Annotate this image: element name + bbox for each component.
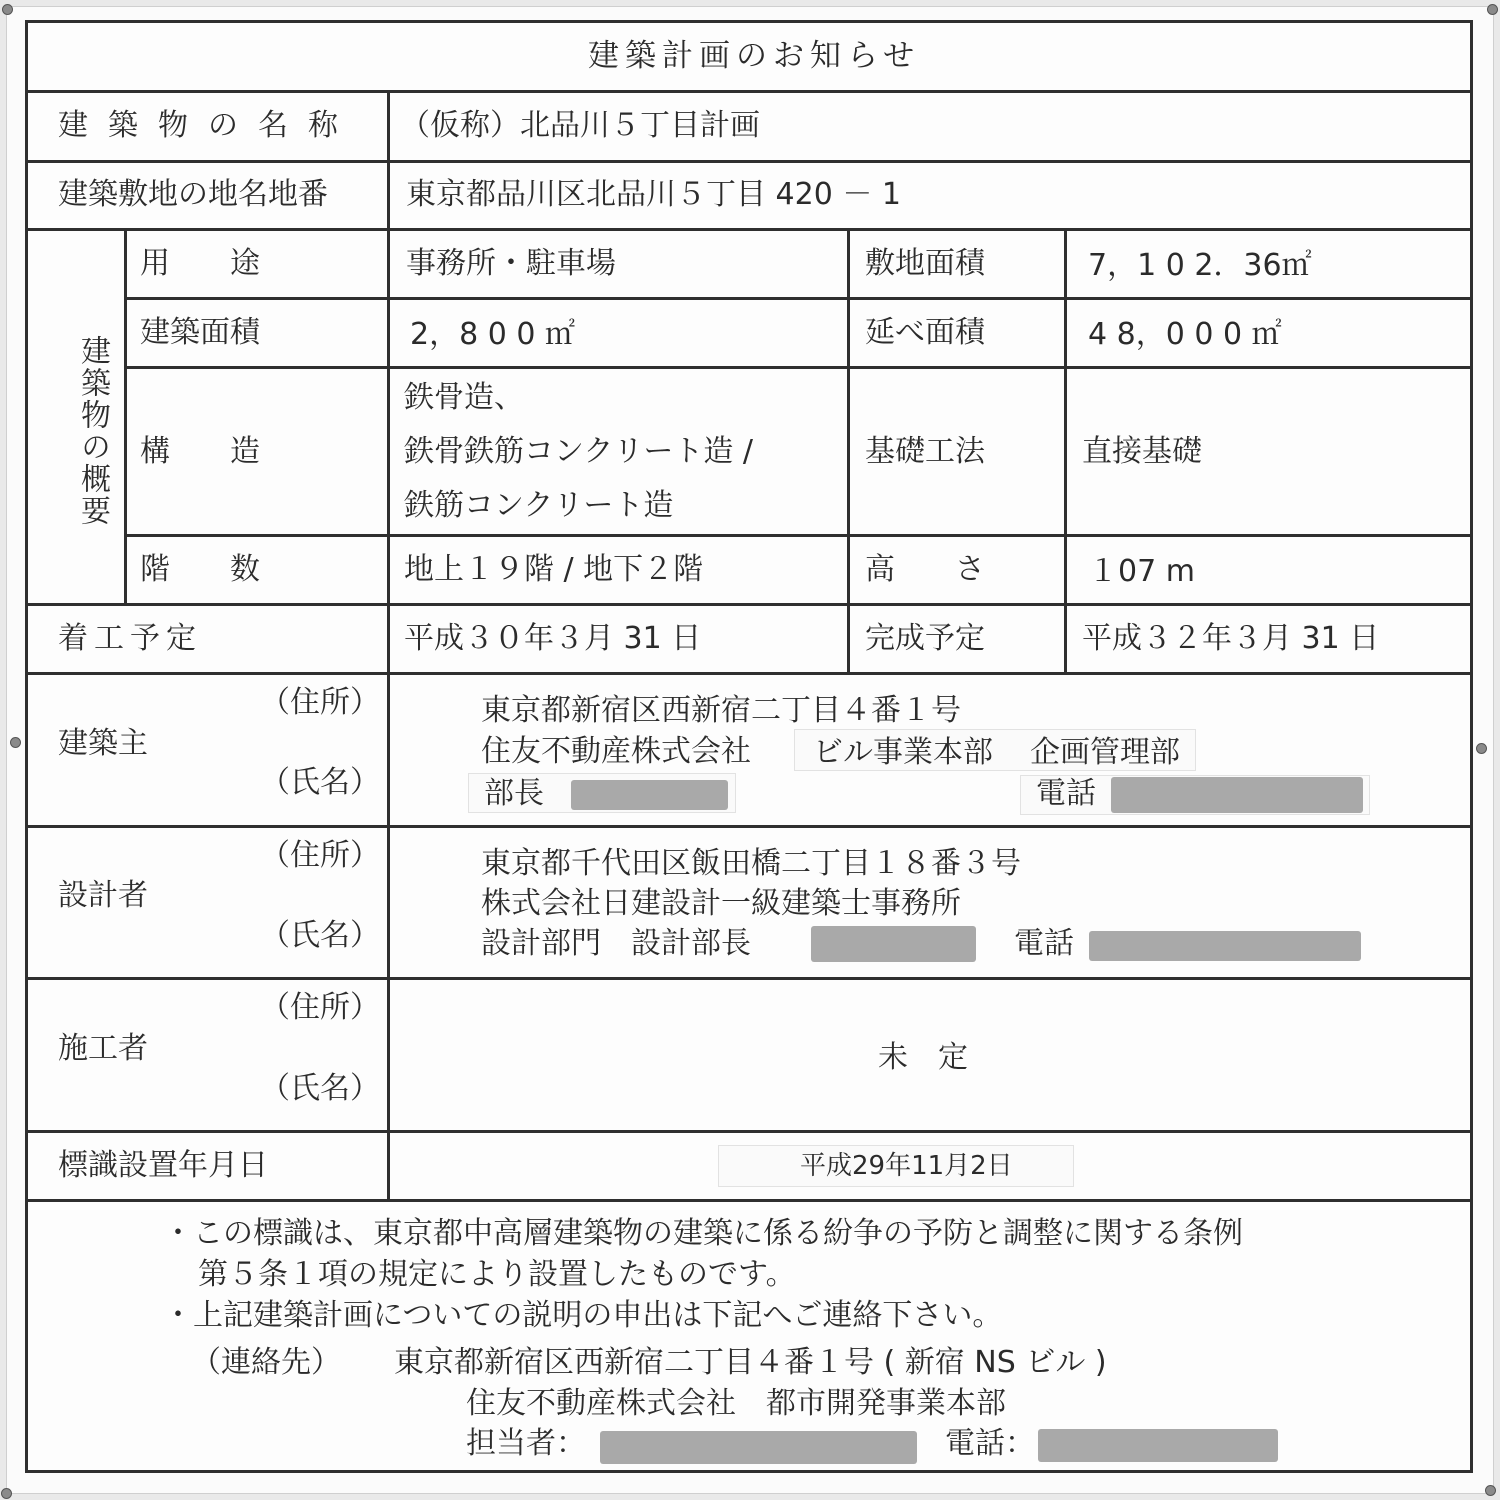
completion-value: 平成３２年３月 31 日: [1082, 621, 1380, 656]
note-line-3: ・上記建築計画についての説明の申出は下記へご連絡下さい。: [163, 1298, 1003, 1333]
builder-value: 未 定: [878, 1040, 968, 1075]
redacted-phone: [1111, 777, 1363, 813]
completion-label: 完成予定: [865, 621, 985, 656]
page-title: 建築計画のお知らせ: [588, 38, 921, 74]
structure-line-1: 鉄骨造、: [404, 380, 524, 415]
screw-icon: [1476, 743, 1487, 754]
designer-name-tag: （氏名）: [260, 918, 380, 953]
building-area-value: 2，8 0 0 ㎡: [410, 317, 575, 352]
foundation-label: 基礎工法: [865, 434, 985, 469]
floors-label: 階 数: [140, 552, 260, 587]
builder-label: 施工者: [58, 1031, 148, 1066]
use-label: 用 途: [140, 246, 260, 281]
contact-phone-label: 電話：: [945, 1426, 1035, 1461]
designer-phone-label: 電話: [1014, 926, 1074, 961]
floor-area-value: 4 8，0 0 0 ㎡: [1088, 317, 1282, 352]
owner-label: 建築主: [58, 726, 148, 761]
screw-icon: [2, 4, 13, 15]
building-area-label: 建築面積: [140, 315, 260, 350]
owner-title: 部長: [484, 776, 544, 811]
height-label: 高 さ: [865, 552, 985, 587]
building-name-label: 建築物の名称: [58, 108, 358, 143]
contact-person-label: 担当者：: [466, 1426, 586, 1461]
owner-phone-label: 電話: [1036, 776, 1096, 811]
structure-line-3: 鉄筋コンクリート造: [404, 488, 674, 523]
posted-date-label: 標識設置年月日: [58, 1148, 268, 1183]
designer-company: 株式会社日建設計一級建築士事務所: [481, 886, 961, 921]
redacted-name: [600, 1431, 917, 1464]
structure-line-2: 鉄骨鉄筋コンクリート造 /: [404, 434, 754, 469]
builder-name-tag: （氏名）: [260, 1071, 380, 1106]
contact-company: 住友不動産株式会社 都市開発事業本部: [466, 1386, 1006, 1421]
designer-address-tag: （住所）: [260, 838, 380, 873]
overview-label: 建築物の概要: [75, 335, 110, 527]
designer-dept: 設計部門 設計部長: [481, 926, 751, 961]
notice-sign: [25, 20, 1473, 1473]
builder-address-tag: （住所）: [260, 990, 380, 1025]
designer-label: 設計者: [58, 878, 148, 913]
site-area-value: 7，1 0 2．36㎡: [1088, 248, 1312, 283]
note-line-2: 第５条１項の規定により設置したものです。: [198, 1257, 796, 1292]
owner-company: 住友不動産株式会社: [481, 734, 751, 769]
floor-area-label: 延べ面積: [865, 315, 985, 350]
site-area-label: 敷地面積: [865, 246, 985, 281]
owner-address-tag: （住所）: [260, 685, 380, 720]
owner-division: ビル事業本部: [813, 735, 993, 770]
designer-address: 東京都千代田区飯田橋二丁目１８番３号: [481, 846, 1021, 881]
site-address-label: 建築敷地の地名地番: [58, 177, 328, 212]
note-line-1: ・この標識は、東京都中高層建築物の建築に係る紛争の予防と調整に関する条例: [163, 1216, 1243, 1251]
contact-label: （連絡先）: [191, 1345, 341, 1380]
height-value: １07 m: [1088, 554, 1195, 589]
use-value: 事務所・駐車場: [406, 246, 616, 281]
redacted-name: [571, 780, 728, 810]
redacted-phone: [1038, 1429, 1278, 1462]
contact-address: 東京都新宿区西新宿二丁目４番１号 ( 新宿 NS ビル ): [394, 1345, 1107, 1380]
posted-date-value: 平成29年11月2日: [800, 1151, 1013, 1181]
floors-value: 地上１９階 / 地下２階: [404, 552, 704, 587]
structure-label: 構 造: [140, 434, 260, 469]
start-value: 平成３０年３月 31 日: [404, 621, 702, 656]
start-label: 着工予定: [58, 621, 202, 656]
owner-name-tag: （氏名）: [260, 765, 380, 800]
redacted-name: [811, 926, 976, 962]
foundation-value: 直接基礎: [1082, 434, 1202, 469]
site-address-value: 東京都品川区北品川５丁目 420 － 1: [406, 177, 901, 212]
screw-icon: [1485, 1485, 1496, 1496]
building-name-value: （仮称）北品川５丁目計画: [400, 108, 760, 143]
screw-icon: [1487, 4, 1498, 15]
screw-icon: [10, 737, 21, 748]
redacted-phone: [1089, 931, 1361, 961]
owner-address: 東京都新宿区西新宿二丁目４番１号: [481, 693, 961, 728]
owner-department: 企画管理部: [1030, 735, 1180, 770]
screw-icon: [1, 1488, 12, 1499]
